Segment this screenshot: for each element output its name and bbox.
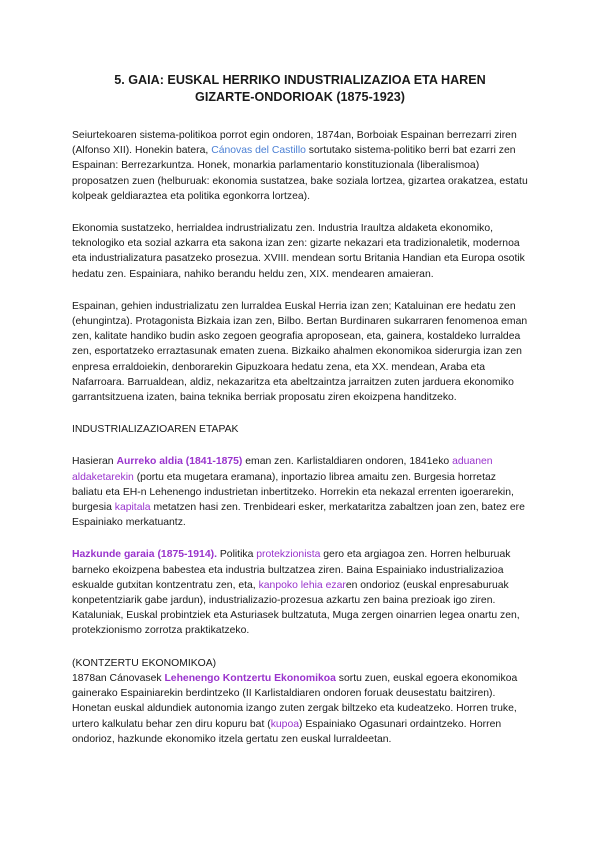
text-span: Seiurtekoaren sistema-politikoa porrot egin ondoren, 1874an, Borboiak Espainan berrezarri ziren (Alfonso XII). Honekin batera, bbox=[72, 130, 517, 157]
text-span: (portu eta mugetara eramana), inportazio librea amaitu zen. Burgesia horretaz baliatu eta EH-n Lehenengo industrietan inbertitzeko. Horrekin eta nekazal errenten igoerarekin, burgesia bbox=[72, 471, 514, 514]
text-span: gero eta argiagoa zen. Horren helburuak barneko ekoizpena babestea eta industria bultzatzea ziren. Baina Espainiako industrializazioa eskualde gutxitan kontzentratu zen, eta, bbox=[72, 549, 511, 591]
paragraph-kontzertu bbox=[72, 671, 528, 747]
paragraph-early-period bbox=[72, 454, 528, 530]
section-heading-kontzertu: (KONTZERTU EKONOMIKOA) bbox=[72, 657, 217, 669]
paragraph-industrial-revolution: Ekonomia sustatzeko, herrialdea indrustrializatu zen. Industria Iraultza aldaketa ekonomiko, teknologiko eta sozial azkarra eta sakona izan zen: gizarte nekazari eta tradizionaletik, modernoa eta industrializatura pasatzeko prosezua. XVIII. mendean sortu Britania Handian eta Europa osotik hedatu zen. Espainiara, nahiko berandu heldu zen, XIX. mendearen amaieran. bbox=[72, 223, 525, 280]
paragraph-growth-period bbox=[72, 547, 528, 638]
text-span: 1878an Cánovasek bbox=[72, 672, 165, 684]
link-protekzionista[interactable]: protekzionista bbox=[256, 549, 321, 561]
text-span: Politika bbox=[216, 549, 257, 561]
link-kanpoko-lehia[interactable]: kanpoko lehia ezar bbox=[258, 579, 346, 591]
term-hazkunde-garaia: Hazkunde garaia (1875-1914). bbox=[72, 549, 217, 561]
text-span: sortutako sistema-politiko berri bat ezarri zen Espainan: Berrezarkuntza. Honek, monarkia parlamentario konstituzionala (liberalismoa) proposatzen zuen (helburuak: ekonomia sustatzea, bake soziala lortzea, gizartea orakatzea, estatu kolpeak geldiaraztea eta politika egonkorra lortzea). bbox=[72, 145, 528, 202]
text-span: en ondorioz (euskal enpresaburuak konpetentziarik gabe jardun), industrializazio-prozesua azkartu zen baina prezioak igo ziren. Kataluniak, Euskal probintziek eta Asturiasek bultzatuta, Muga zergen oinarrien legea onartu zen, protekzionismo zorrotza praktikatzeko. bbox=[72, 579, 520, 637]
title-line-2: GIZARTE-ONDORIOAK (1875-1923) bbox=[195, 90, 405, 104]
paragraph-basque-industry: Espainan, gehien industrializatu zen lurraldea Euskal Herria izan zen; Kataluinan ere hedatu zen (ehungintza). Protagonista Bizkaia izan zen, Bilbo. Bertan Burdinaren sukarraren fenomenoa eman zen, kalitate handiko budin asko zegoen geografia aproposean, eta, gainera, kostaldeko lurraldea zen, esportatzeko erraztasunak ematen zuena. Bizkaiko ahalmen ekonomikoa siderurgia izan zen enpresa erraldoiekin, denborarekin Gipuzkoara hedatu zena, eta XX. mendean, Araba eta Nafarroara. Barrualdean, aldiz, nekazaritza eta abeltzaintza jarraitzen zuten jarduera ekonomiko garrantsitzuena izaten, baina teknika berriak proposatu ziren ekoizpena handitzeko. bbox=[72, 300, 528, 404]
document-title bbox=[72, 72, 528, 106]
text-span: eman zen. Karlistaldiaren ondoren, 1841eko bbox=[242, 456, 453, 468]
link-canovas[interactable]: Cánovas del Castillo bbox=[211, 145, 306, 157]
link-kapitala[interactable]: kapitala bbox=[114, 502, 151, 514]
text-span: sortu zuen, euskal egoera ekonomikoa gainerako Espainiarekin berdintzeko (II Karlistaldiaren ondoren foruak deusestatu baitziren). Honetan euskal aldundiek autonomia izango zuten zergak biltzeko eta kudeatzeko. Horren truke, urtero kalkulatu behar zen diru kopuru bat ( bbox=[72, 672, 518, 730]
term-kontzertu-ekonomikoa: Lehenengo Kontzertu Ekonomikoa bbox=[164, 672, 336, 684]
text-span: ) Espainiako Ogasunari ordaintzeko. Horren ondorioz, hazkunde ekonomiko itzela gertatu zen euskal lurraldeetan. bbox=[72, 718, 502, 745]
section-heading-stages: INDUSTRIALIZAZIOAREN ETAPAK bbox=[72, 424, 239, 436]
text-span: metatzen hasi zen. Trenbideari esker, merkataritza zabaltzen joan zen, batez ere Espainiako merkatuantz. bbox=[72, 502, 525, 529]
link-kupoa[interactable]: kupoa bbox=[270, 718, 300, 730]
link-aduanen[interactable]: aduanen aldaketarekin bbox=[72, 456, 493, 483]
paragraph-restoration bbox=[72, 128, 528, 204]
term-aurreko-aldia: Aurreko aldia (1841-1875) bbox=[116, 456, 243, 468]
title-line-1: 5. GAIA: EUSKAL HERRIKO INDUSTRIALIZAZIOA ETA HAREN bbox=[114, 73, 486, 87]
text-span: Hasieran bbox=[72, 456, 117, 468]
